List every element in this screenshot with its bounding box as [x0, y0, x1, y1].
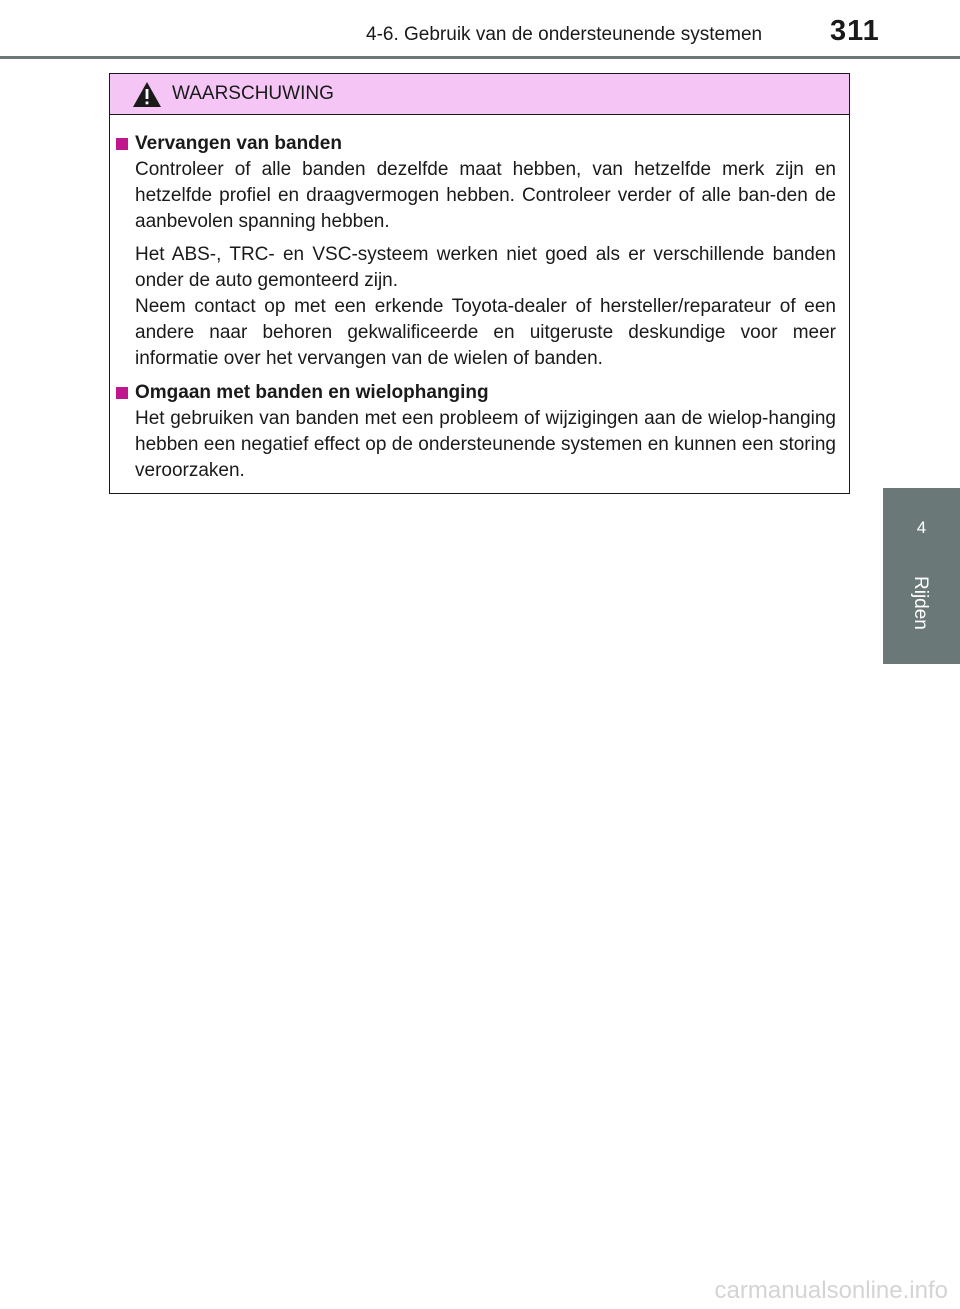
chapter-tab [883, 488, 960, 664]
warning-title: WAARSCHUWING [172, 83, 334, 104]
warning-triangle-icon [132, 81, 162, 108]
bullet-square-icon [116, 138, 128, 150]
paragraph: Neem contact op met een erkende Toyota-dealer of hersteller/reparateur of een andere naar behoren gekwalificeerde en uitgeruste deskundige voor meer informatie over het vervangen van de wielen of banden. [135, 296, 836, 369]
chapter-label: Rijden [910, 576, 931, 630]
section-heading [116, 131, 836, 157]
paragraph: Controleer of alle banden dezelfde maat hebben, van hetzelfde merk zijn en hetzelfde profiel en draagvermogen hebben. Controleer verder of alle ban-den de aanbevolen spanning hebben. [135, 159, 836, 232]
page-number: 311 [830, 15, 880, 47]
warning-header [110, 74, 849, 115]
bullet-square-icon [116, 387, 128, 399]
section-tire-replacement [116, 131, 836, 372]
paragraph: Het ABS-, TRC- en VSC-systeem werken niet goed als er verschillende banden onder de auto gemonteerd zijn. [135, 244, 836, 291]
section-heading-text: Omgaan met banden en wielophanging [135, 382, 489, 403]
warning-body [110, 115, 849, 484]
paragraph: Het gebruiken van banden met een probleem of wijzigingen aan de wielop-hanging hebben een negatief effect op de ondersteunende systemen en kunnen een storing veroorzaken. [135, 408, 836, 481]
header-divider [0, 56, 960, 59]
warning-box [109, 73, 850, 494]
running-header: 4-6. Gebruik van de ondersteunende systemen [366, 24, 763, 45]
section-tires-suspension [116, 380, 836, 484]
watermark: carmanualsonline.info [714, 1277, 948, 1304]
chapter-number: 4 [916, 518, 927, 537]
section-heading-text: Vervangen van banden [135, 133, 342, 154]
section-heading [116, 380, 836, 406]
